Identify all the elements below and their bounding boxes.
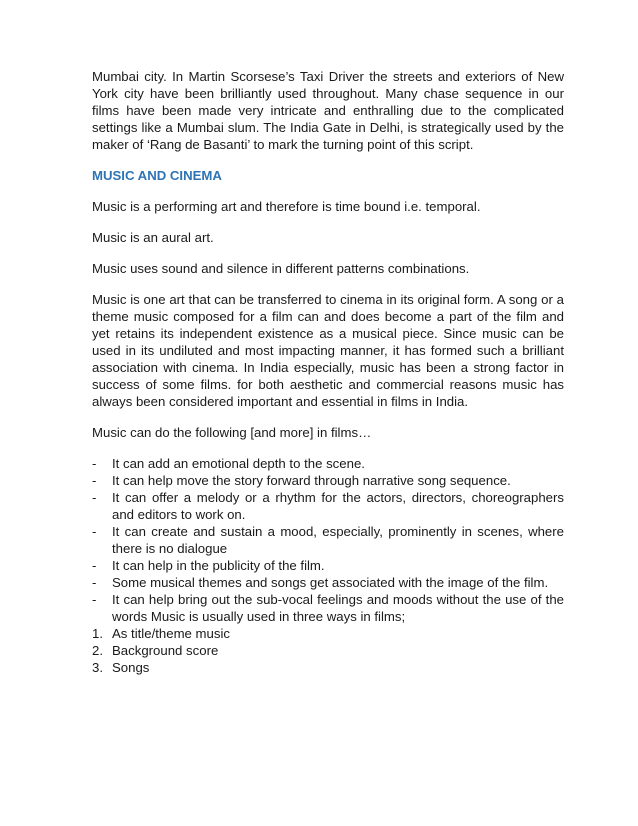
list-item-text: It can help move the story forward through narrative song sequence. xyxy=(112,473,511,488)
list-marker: 3. xyxy=(92,660,103,675)
list-item xyxy=(92,472,564,489)
list-item xyxy=(92,455,564,472)
list-item xyxy=(92,489,564,523)
list-marker: - xyxy=(92,490,97,505)
list-marker: 1. xyxy=(92,626,103,641)
list-marker: - xyxy=(92,575,97,590)
list-item-text: It can help bring out the sub-vocal feelings and moods without the use of the words Music is usually used in three ways in films; xyxy=(112,592,564,624)
list-item-text: It can create and sustain a mood, especially, prominently in scenes, where there is no dialogue xyxy=(112,524,564,556)
list-marker: 2. xyxy=(92,643,103,658)
list-item-text: It can help in the publicity of the film. xyxy=(112,558,325,573)
list-item-text: It can offer a melody or a rhythm for the actors, directors, choreographers and editors to work on. xyxy=(112,490,564,522)
paragraph-music-cinema: Music is one art that can be transferred to cinema in its original form. A song or a theme music composed for a film can and does become a part of the film and yet retains its independent existence as a musical piece. Since music can be used in its undiluted and most impacting manner, it has formed such a brilliant association with cinema. In India especially, music has been a strong factor in success of some films. for both aesthetic and commercial reasons music has always been considered important and essential in films in India. xyxy=(92,292,564,409)
list-item xyxy=(92,557,564,574)
numbered-list xyxy=(92,625,564,676)
list-marker: - xyxy=(92,558,97,573)
intro-paragraph: Mumbai city. In Martin Scorsese’s Taxi Driver the streets and exteriors of New York city have been brilliantly used throughout. Many chase sequence in our films have been made very intricate and enthralling due to the complicated settings like a Mumbai slum. The India Gate in Delhi, is strategically used by the maker of ‘Rang de Basanti’ to mark the turning point of this script. xyxy=(92,69,564,152)
bullet-list xyxy=(92,455,564,625)
list-item xyxy=(92,659,564,676)
list-item-text: It can add an emotional depth to the scene. xyxy=(112,456,365,471)
list-marker: - xyxy=(92,592,97,607)
list-item xyxy=(92,642,564,659)
paragraph-temporal: Music is a performing art and therefore is time bound i.e. temporal. xyxy=(92,199,481,214)
list-marker: - xyxy=(92,473,97,488)
list-item-text: Some musical themes and songs get associated with the image of the film. xyxy=(112,575,549,590)
paragraph-sound-silence: Music uses sound and silence in different patterns combinations. xyxy=(92,261,470,276)
list-item xyxy=(92,591,564,625)
paragraph-list-intro: Music can do the following [and more] in films… xyxy=(92,425,372,440)
list-item-text: Songs xyxy=(112,660,150,675)
list-item xyxy=(92,523,564,557)
list-marker: - xyxy=(92,456,97,471)
section-heading: MUSIC AND CINEMA xyxy=(92,168,222,183)
list-item-text: As title/theme music xyxy=(112,626,230,641)
list-marker: - xyxy=(92,524,97,539)
list-item-text: Background score xyxy=(112,643,219,658)
document-page xyxy=(92,68,564,676)
list-item xyxy=(92,625,564,642)
list-item xyxy=(92,574,564,591)
paragraph-aural: Music is an aural art. xyxy=(92,230,214,245)
